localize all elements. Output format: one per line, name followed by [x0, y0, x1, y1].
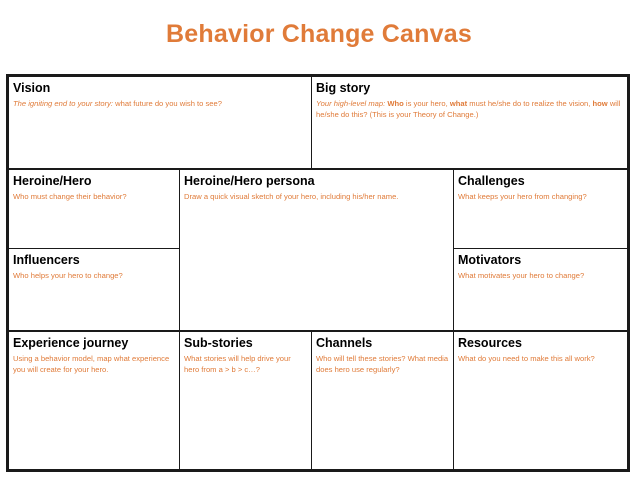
- motivators-desc: What motivates your hero to change?: [458, 271, 585, 280]
- cell-influencers: [9, 249, 179, 330]
- cell-experience-journey: [9, 332, 179, 469]
- big-story-desc: Your high-level map: Who is your hero, what must he/she do to realize the vision, how will he/she do this? (This is your Theory of Change.): [316, 99, 621, 119]
- vision-desc: The igniting end to your story: what future do you wish to see?: [13, 99, 222, 108]
- vision-title: Vision: [13, 81, 51, 95]
- challenges-desc: What keeps your hero from changing?: [458, 192, 587, 201]
- cell-challenges: [454, 170, 627, 248]
- hero-desc: Who must change their behavior?: [13, 192, 127, 201]
- journey-title: Experience journey: [13, 336, 129, 350]
- channels-title: Channels: [316, 336, 373, 350]
- substories-title: Sub-stories: [184, 336, 253, 350]
- cell-hero: [9, 170, 179, 248]
- cell-vision: [9, 77, 311, 168]
- influencers-title: Influencers: [13, 253, 80, 267]
- influencers-desc: Who helps your hero to change?: [13, 271, 123, 280]
- cell-persona: [180, 170, 453, 330]
- cell-channels: [312, 332, 453, 469]
- motivators-title: Motivators: [458, 253, 522, 267]
- substories-desc: What stories will help drive your hero from a > b > c…?: [184, 354, 291, 374]
- behavior-change-canvas: [6, 74, 630, 472]
- persona-title: Heroine/Hero persona: [184, 174, 315, 188]
- resources-title: Resources: [458, 336, 522, 350]
- challenges-title: Challenges: [458, 174, 525, 188]
- page-title: Behavior Change Canvas: [166, 20, 472, 48]
- cell-big-story: [312, 77, 627, 168]
- channels-desc: Who will tell these stories? What media does hero use regularly?: [316, 354, 449, 374]
- cell-sub-stories: [180, 332, 311, 469]
- cell-resources: [454, 332, 627, 469]
- resources-desc: What do you need to make this all work?: [458, 354, 595, 363]
- journey-desc: Using a behavior model, map what experience you will create for your hero.: [13, 354, 170, 374]
- big-story-title: Big story: [316, 81, 371, 95]
- hero-title: Heroine/Hero: [13, 174, 92, 188]
- persona-desc: Draw a quick visual sketch of your hero, including his/her name.: [184, 192, 399, 201]
- cell-motivators: [454, 249, 627, 330]
